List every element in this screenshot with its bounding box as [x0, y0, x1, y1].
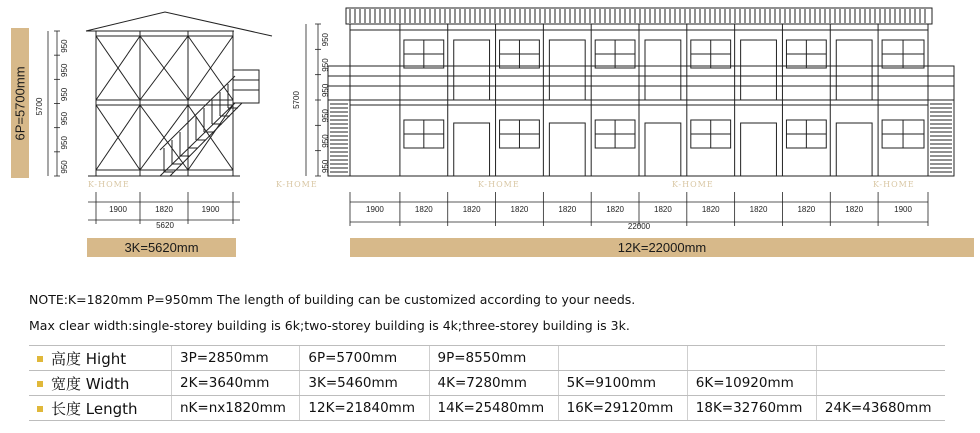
- dim-text-width: 1900: [201, 205, 220, 214]
- upper-door: [741, 40, 777, 100]
- watermark-4: K-HOME: [672, 180, 714, 189]
- dim-text-width: 1900: [109, 205, 127, 214]
- upper-door: [454, 40, 490, 100]
- table-cell: 5K=9100mm: [558, 371, 687, 396]
- table-cell: 4K=7280mm: [429, 371, 558, 396]
- note-line-2: Max clear width:single-storey building is 6k;two-storey building is 4k;three-storey building is 3k.: [29, 318, 630, 333]
- dim-text-height: 950: [60, 136, 69, 150]
- dim-text-width: 1820: [797, 205, 816, 214]
- dim-text-height: 950: [321, 83, 330, 98]
- row-label: 宽度 Width: [29, 371, 172, 396]
- table-cell: [816, 371, 945, 396]
- lower-door: [549, 123, 585, 176]
- lower-door: [741, 123, 777, 176]
- table-cell: [558, 346, 687, 371]
- dim-text-width: 1820: [701, 205, 720, 214]
- upper-door: [549, 40, 585, 100]
- walkway-handrail: [328, 66, 954, 100]
- dim-text-width: 1820: [845, 205, 864, 214]
- table-cell: 16K=29120mm: [558, 396, 687, 421]
- side-rail: [328, 100, 350, 176]
- table-cell: nK=nx1820mm: [172, 396, 300, 421]
- width-label-band: [87, 238, 236, 257]
- dim-text-width: 1820: [414, 205, 433, 214]
- row-label: 高度 Hight: [29, 346, 172, 371]
- dim-text-height: 950: [321, 159, 330, 174]
- dim-text-width: 1820: [558, 205, 577, 214]
- table-cell: [816, 346, 945, 371]
- table-cell: 3P=2850mm: [172, 346, 300, 371]
- dim-text-height: 950: [60, 111, 69, 126]
- table-cell: 6K=10920mm: [687, 371, 816, 396]
- table-cell: 6P=5700mm: [300, 346, 429, 371]
- dim-text-width: 1820: [510, 205, 529, 214]
- note-line-1: NOTE:K=1820mm P=950mm The length of building can be customized according to your needs.: [29, 292, 636, 307]
- dim-text-width: 1820: [155, 205, 173, 214]
- watermark-2: K-HOME: [276, 180, 318, 189]
- table-cell: 24K=43680mm: [816, 396, 945, 421]
- dim-text-total-height: 5700: [292, 91, 301, 109]
- dim-text-height: 950: [60, 160, 69, 174]
- roof-fascia: [346, 8, 932, 24]
- bullet-icon: [37, 406, 43, 412]
- dim-text-width: 1900: [894, 205, 912, 214]
- length-label-band: [350, 238, 974, 257]
- table-cell: 14K=25480mm: [429, 396, 558, 421]
- table-cell: [687, 346, 816, 371]
- front-elevation: [328, 8, 954, 176]
- side-elevation-dimensions: [35, 31, 240, 230]
- width-label: 3K=5620mm: [124, 240, 199, 255]
- side-elevation: [86, 12, 272, 176]
- watermark-1: K-HOME: [88, 180, 130, 189]
- dim-text-width: 1820: [606, 205, 624, 214]
- dim-text-width: 1820: [749, 205, 768, 214]
- lower-door: [645, 123, 681, 176]
- dim-text-width: 1900: [366, 205, 384, 214]
- dim-text-height: 950: [321, 58, 330, 72]
- dim-text-total-width: 5620: [156, 221, 174, 230]
- dim-text-total-height: 5700: [35, 97, 44, 116]
- dim-text-height: 950: [60, 87, 69, 102]
- dim-text-width: 1820: [462, 205, 481, 214]
- dim-text-height: 950: [321, 134, 330, 148]
- table-cell: 3K=5460mm: [300, 371, 429, 396]
- length-label: 12K=22000mm: [617, 240, 707, 255]
- stair-landing: [233, 70, 259, 103]
- watermark-5: K-HOME: [873, 180, 915, 189]
- row-label: 长度 Length: [29, 396, 172, 421]
- table-row-width: [29, 371, 945, 396]
- front-elevation-dimensions: [292, 24, 928, 231]
- table-cell: 18K=32760mm: [687, 396, 816, 421]
- spec-table: [29, 345, 945, 421]
- side-rail: [928, 100, 954, 176]
- height-label-band: [11, 28, 29, 178]
- dim-text-total-width: 22000: [627, 222, 651, 231]
- lower-door: [454, 123, 490, 176]
- roof-line: [86, 12, 272, 36]
- dim-text-height: 950: [321, 108, 330, 123]
- height-label: 6P=5700mm: [12, 65, 28, 141]
- upper-door: [836, 40, 872, 100]
- bullet-icon: [37, 356, 43, 362]
- table-cell: 2K=3640mm: [172, 371, 300, 396]
- table-cell: 9P=8550mm: [429, 346, 558, 371]
- table-cell: 12K=21840mm: [300, 396, 429, 421]
- lower-door: [836, 123, 872, 176]
- dim-text-height: 950: [60, 63, 69, 77]
- watermark-3: K-HOME: [478, 180, 520, 189]
- bullet-icon: [37, 381, 43, 387]
- dim-text-width: 1820: [654, 205, 672, 214]
- dim-text-height: 950: [321, 32, 330, 47]
- dim-text-height: 950: [60, 39, 69, 53]
- upper-door: [645, 40, 681, 100]
- table-row-height: [29, 346, 945, 371]
- table-row-length: [29, 396, 945, 421]
